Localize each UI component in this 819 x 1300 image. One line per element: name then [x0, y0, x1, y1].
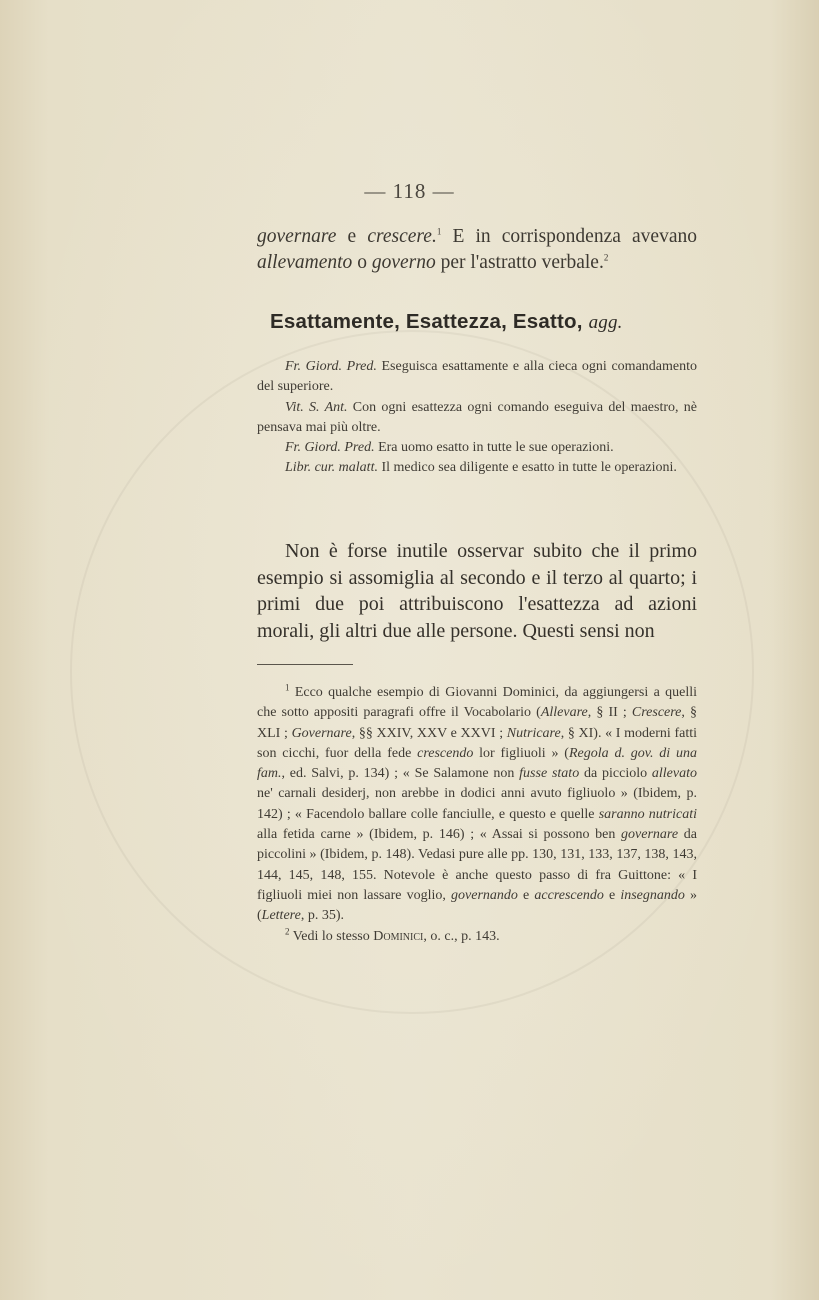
footnote-1: $^1$ Ecco qualche esempio di Giovanni Dominici, da aggiungersi a quelli che sotto appositi paragrafi offre il Vocabolario (Allevare, § II ; Crescere, § XLI ; Governare, §§ XXIV, XXV e XXVI ; Nutricare, § XI). « I moderni fatti son cicchi, fuor della fede crescendo lor figliuoli » (Regola d. gov. di una fam., ed. Salvi, p. 134) ; « Se Salamone non fusse stato da picciolo allevato ne' carnali desiderj, non arebbe in dodici anni avuto figliuolo » (Ibidem, p. 142) ; « Facendolo ballare colle fanciulle, e questo e quelle saranno nutricati alla fetida carne » (Ibidem, p. 146) ; « Assai si possono ben governare da piccolini » (Ibidem, p. 148). Vedasi pure alle pp. 130, 131, 133, 137, 138, 143, 144, 145, 148, 155. Notevole è anche questo passo di fra Guittone: « I figliuoli miei non lassare voglio, governando e accrescendo e insegnando » (Lettere, p. 35). — [257, 682, 698, 924]
footnote-2: $^2$ Vedi lo stesso Dominici, o. c., p. 143. — [285, 925, 500, 944]
citation-source: Libr. cur. malatt. — [285, 460, 378, 476]
citation-source: Fr. Giord. Pred. — [285, 440, 375, 456]
citation-source: Vit. S. Ant. — [285, 399, 348, 415]
body-paragraph: Non è forse inutile osservar subito che il primo esempio si assomiglia al secondo e il terzo al quarto; i primi due poi attribuiscono l'esattezza ad azioni morali, gli altri due alle persone. Questi sensi non — [257, 540, 697, 642]
intro-line-1: governare e crescere.$^1$ E in corrispondenza avevano — [257, 226, 697, 247]
citation-source: Fr. Giord. Pred. — [285, 359, 377, 374]
intro-paragraph — [257, 224, 697, 276]
footnote-ref-1: 1 — [436, 226, 442, 237]
intro-line-2: allevamento o governo per l'astratto verbale.$^2$ — [257, 252, 609, 273]
citation: Libr. cur. malatt. Il medico sea diligente e esatto in tutte le operazioni. — [285, 460, 677, 476]
footnotes — [257, 683, 697, 947]
citation: Fr. Giord. Pred. Era uomo esatto in tutte le sue operazioni. — [285, 440, 614, 456]
citation-list — [257, 357, 697, 479]
citation: Fr. Giord. Pred. Eseguisca esattamente e alla cieca ogni comandamento del superiore. — [257, 359, 697, 395]
entry-heading: Esattamente, Esattezza, Esatto, agg. — [270, 310, 623, 333]
citation: Vit. S. Ant. Con ogni esattezza ogni comando eseguiva del maestro, nè pensava mai più oltre. — [257, 399, 698, 435]
footnote-divider — [257, 664, 353, 665]
part-of-speech: agg. — [588, 312, 623, 333]
footnote-ref-2: 2 — [603, 252, 609, 263]
page-number: — 118 — — [364, 179, 455, 203]
